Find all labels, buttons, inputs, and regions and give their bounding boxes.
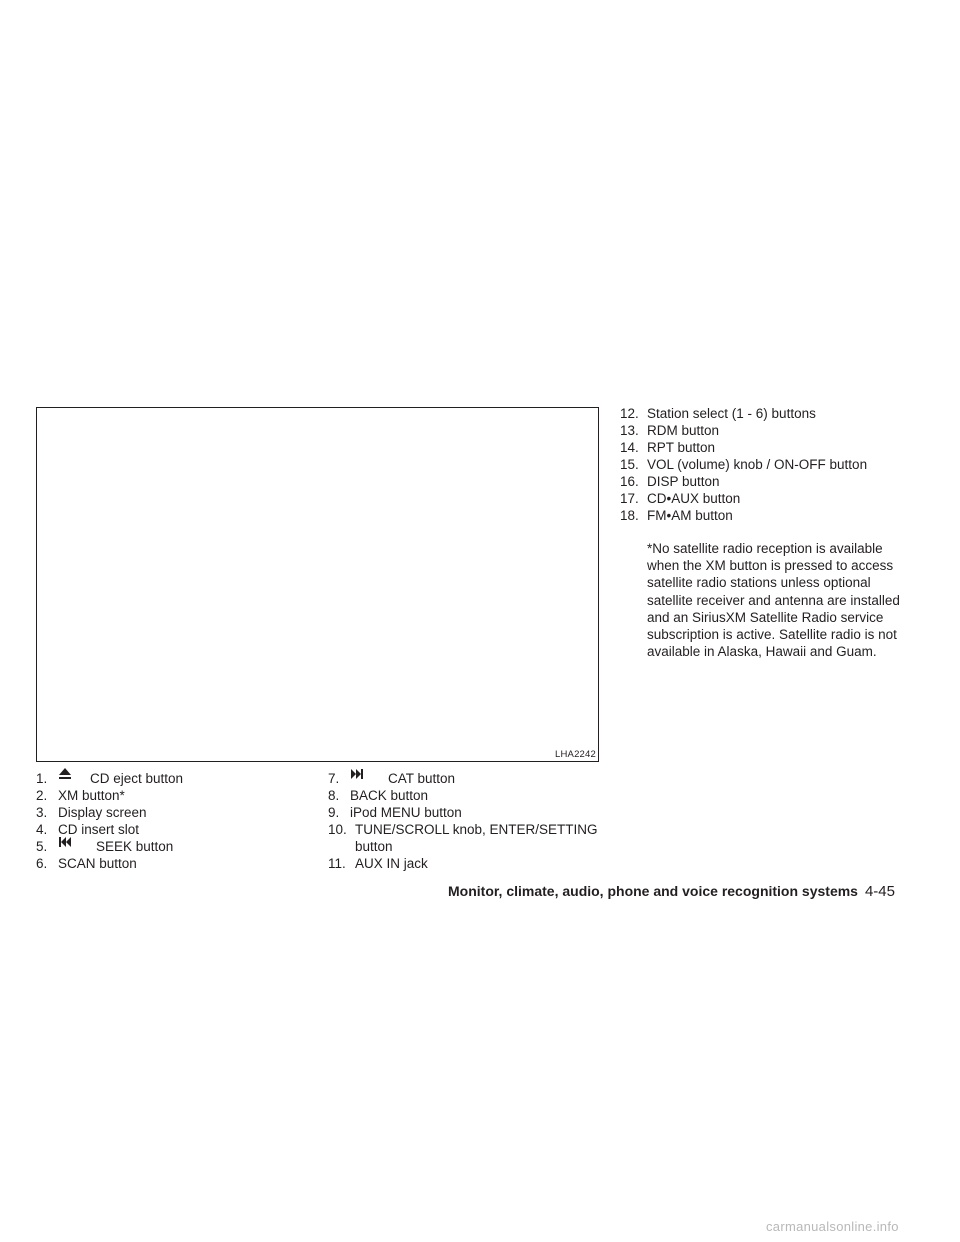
list-item: 12. Station select (1 - 6) buttons xyxy=(620,406,816,421)
watermark: carmanualsonline.info xyxy=(766,1219,899,1234)
parts-list-left xyxy=(36,770,306,872)
list-item: 2. XM button* xyxy=(36,788,125,803)
list-item: 10. TUNE/SCROLL knob, ENTER/SETTING button xyxy=(328,822,598,854)
list-item: 17. CD•AUX button xyxy=(620,491,741,506)
section-title: Monitor, climate, audio, phone and voice recognition systems xyxy=(448,883,858,899)
seek-back-icon xyxy=(58,835,72,853)
list-item: 13. RDM button xyxy=(620,423,720,438)
list-item: 5. SEEK button xyxy=(36,838,306,855)
list-item: 15. VOL (volume) knob / ON-OFF button xyxy=(620,457,868,472)
list-item: 3. Display screen xyxy=(36,805,147,820)
list-item: 18. FM•AM button xyxy=(620,508,733,523)
eject-icon xyxy=(58,767,72,785)
list-item: 14. RPT button xyxy=(620,440,716,455)
list-item: 6. SCAN button xyxy=(36,856,137,871)
list-item: 16. DISP button xyxy=(620,474,720,489)
list-item: 4. CD insert slot xyxy=(36,822,140,837)
satellite-radio-note: *No satellite radio reception is available when the XM button is pressed to access satellite radio stations unless optional satellite receiver and antenna are installed and an SiriusXM Satellite Radio service subscription is active. Satellite radio is not available in Alaska, Hawaii and Guam. xyxy=(647,541,900,660)
list-item: 11. AUX IN jack xyxy=(328,856,428,871)
parts-list-middle xyxy=(328,770,608,872)
list-item: 8. BACK button xyxy=(328,788,429,803)
list-item: 9. iPod MENU button xyxy=(328,805,462,820)
figure-code: LHA2242 xyxy=(554,749,596,760)
list-item: 7. CAT button xyxy=(328,770,608,787)
illustration-frame xyxy=(36,407,599,762)
page-footer xyxy=(400,883,895,900)
list-item: 1. CD eject button xyxy=(36,770,306,787)
skip-forward-icon xyxy=(350,767,366,785)
parts-list-right xyxy=(620,405,920,524)
page-number: 4-45 xyxy=(864,883,895,900)
